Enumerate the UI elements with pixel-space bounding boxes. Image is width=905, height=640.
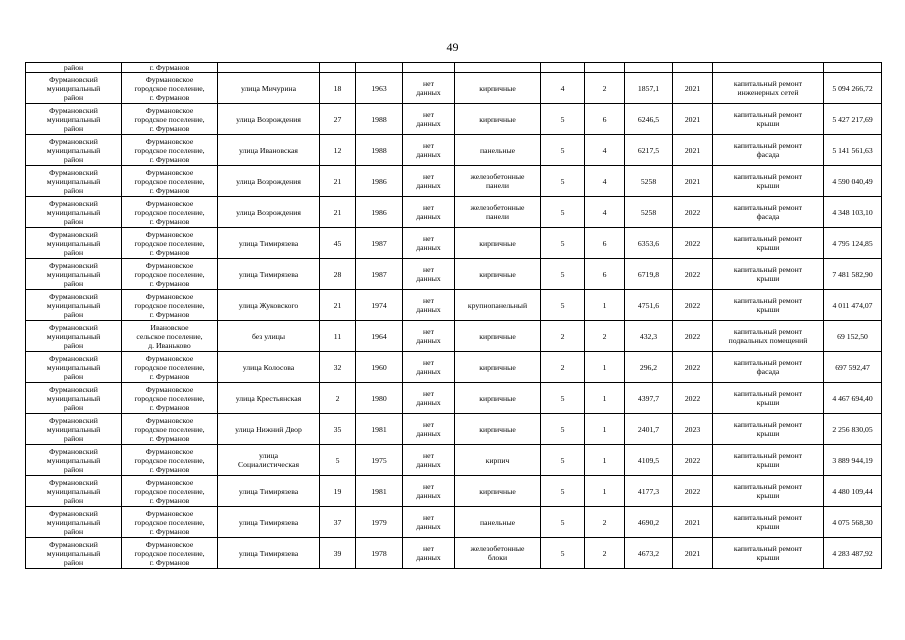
cell-area: 4109,5 (625, 445, 673, 476)
cell-work-type: капитальный ремонт крыши (713, 228, 824, 259)
table-row (26, 445, 882, 476)
cell-no-data: нет данных (403, 290, 455, 321)
cell-cost: 697 592,47 (824, 352, 882, 383)
cell-district: Фурмановский муниципальный район (26, 166, 122, 197)
table-row (26, 135, 882, 166)
cell-floors: 5 (541, 445, 585, 476)
table-row (26, 290, 882, 321)
cell-cost: 4 480 109,44 (824, 476, 882, 507)
cell-floors: 2 (541, 321, 585, 352)
cell-entrances: 6 (585, 104, 625, 135)
cell-wall-material: кирпичные (455, 476, 541, 507)
cell-no-data: нет данных (403, 259, 455, 290)
cell-wall-material: кирпичные (455, 73, 541, 104)
cell-floors: 5 (541, 135, 585, 166)
cell-repair-year: 2021 (673, 538, 713, 569)
table-row (26, 476, 882, 507)
cell-area: 4690,2 (625, 507, 673, 538)
table-row (26, 352, 882, 383)
cell-repair-year: 2022 (673, 352, 713, 383)
cell-street: улица Тимирязева (218, 507, 320, 538)
cell-repair-year: 2022 (673, 445, 713, 476)
cell-floors: 5 (541, 538, 585, 569)
cell-repair-year: 2022 (673, 383, 713, 414)
cell-wall-material: панельные (455, 135, 541, 166)
cell-entrances: 4 (585, 135, 625, 166)
cell-house-number: 32 (320, 352, 356, 383)
cell-wall-material: крупнопанельный (455, 290, 541, 321)
cell-wall-material: железобетонные панели (455, 166, 541, 197)
cell-wall-material: кирпичные (455, 414, 541, 445)
cell-street: улица Ивановская (218, 135, 320, 166)
cell-street: улица Тимирязева (218, 259, 320, 290)
cell-work-type: капитальный ремонт крыши (713, 383, 824, 414)
cell-entrances: 6 (585, 259, 625, 290)
cell-district: Фурмановский муниципальный район (26, 197, 122, 228)
cell-house-number: 2 (320, 383, 356, 414)
cell-year-built: 1981 (356, 414, 403, 445)
cell-house-number: 35 (320, 414, 356, 445)
cell-wall-material: кирпичные (455, 228, 541, 259)
cell-cost: 4 467 694,40 (824, 383, 882, 414)
cell-cost: 3 889 944,19 (824, 445, 882, 476)
cell-no-data: нет данных (403, 414, 455, 445)
cell-settlement: г. Фурманов (122, 63, 218, 73)
cell-entrances: 4 (585, 197, 625, 228)
cell-year-built: 1974 (356, 290, 403, 321)
cell-settlement: Фурмановское городское поселение, г. Фурманов (122, 197, 218, 228)
cell-area: 4397,7 (625, 383, 673, 414)
cell-floors: 5 (541, 383, 585, 414)
cell-no-data: нет данных (403, 352, 455, 383)
cell-house-number: 27 (320, 104, 356, 135)
cell-house-number: 21 (320, 197, 356, 228)
cell-year-built: 1987 (356, 259, 403, 290)
cell-settlement: Фурмановское городское поселение, г. Фурманов (122, 414, 218, 445)
cell-year-built: 1980 (356, 383, 403, 414)
cell-area: 6217,5 (625, 135, 673, 166)
cell-cost: 5 427 217,69 (824, 104, 882, 135)
cell-cost: 7 481 582,90 (824, 259, 882, 290)
cell-settlement: Фурмановское городское поселение, г. Фурманов (122, 135, 218, 166)
cell-street: без улицы (218, 321, 320, 352)
cell-wall-material: железобетонные панели (455, 197, 541, 228)
cell-repair-year: 2021 (673, 166, 713, 197)
cell-entrances: 2 (585, 73, 625, 104)
cell-district: Фурмановский муниципальный район (26, 135, 122, 166)
cell-area: 6246,5 (625, 104, 673, 135)
cell-district: Фурмановский муниципальный район (26, 445, 122, 476)
cell-cost: 2 256 830,05 (824, 414, 882, 445)
cell-floors: 5 (541, 414, 585, 445)
cell-year-built: 1978 (356, 538, 403, 569)
cell-no-data: нет данных (403, 166, 455, 197)
cell-work-type: капитальный ремонт фасада (713, 352, 824, 383)
cell-cost: 4 348 103,10 (824, 197, 882, 228)
cell-no-data: нет данных (403, 104, 455, 135)
cell-wall-material: кирпичные (455, 352, 541, 383)
cell-settlement: Фурмановское городское поселение, г. Фурманов (122, 104, 218, 135)
cell-street: улица Тимирязева (218, 538, 320, 569)
cell-work-type: капитальный ремонт крыши (713, 259, 824, 290)
cell-work-type: капитальный ремонт подвальных помещений (713, 321, 824, 352)
table-row (26, 104, 882, 135)
cell-entrances: 4 (585, 166, 625, 197)
cell-house-number: 12 (320, 135, 356, 166)
cell-settlement: Фурмановское городское поселение, г. Фурманов (122, 228, 218, 259)
cell-district: Фурмановский муниципальный район (26, 507, 122, 538)
cell-work-type: капитальный ремонт крыши (713, 166, 824, 197)
cell-settlement: Фурмановское городское поселение, г. Фурманов (122, 507, 218, 538)
cell-year-built: 1986 (356, 166, 403, 197)
cell-repair-year: 2022 (673, 321, 713, 352)
cell-district: Фурмановский муниципальный район (26, 228, 122, 259)
cell-settlement: Фурмановское городское поселение, г. Фурманов (122, 538, 218, 569)
cell-house-number: 21 (320, 290, 356, 321)
cell-year-built: 1964 (356, 321, 403, 352)
cell-district: Фурмановский муниципальный район (26, 538, 122, 569)
cell-entrances: 1 (585, 383, 625, 414)
cell-street: улица Нижний Двор (218, 414, 320, 445)
cell-house-number: 18 (320, 73, 356, 104)
cell-area: 6719,8 (625, 259, 673, 290)
cell-floors: 5 (541, 259, 585, 290)
cell-year-built: 1981 (356, 476, 403, 507)
table-row (26, 321, 882, 352)
cell-work-type: капитальный ремонт крыши (713, 507, 824, 538)
cell-no-data: нет данных (403, 321, 455, 352)
cell-cost: 5 141 561,63 (824, 135, 882, 166)
cell-cost: 69 152,50 (824, 321, 882, 352)
cell-district: Фурмановский муниципальный район (26, 476, 122, 507)
table-row (26, 538, 882, 569)
cell-area: 4751,6 (625, 290, 673, 321)
cell-area: 296,2 (625, 352, 673, 383)
cell-no-data: нет данных (403, 73, 455, 104)
cell-no-data: нет данных (403, 228, 455, 259)
cell-entrances: 2 (585, 538, 625, 569)
cell-no-data: нет данных (403, 538, 455, 569)
cell-repair-year: 2022 (673, 259, 713, 290)
cell-district: Фурмановский муниципальный район (26, 259, 122, 290)
cell-area: 432,3 (625, 321, 673, 352)
cell-entrances: 1 (585, 476, 625, 507)
cell-wall-material: кирпичные (455, 259, 541, 290)
cell-year-built: 1988 (356, 104, 403, 135)
cell-street: улица Возрождения (218, 104, 320, 135)
cell-floors: 2 (541, 352, 585, 383)
cell-settlement: Фурмановское городское поселение, г. Фурманов (122, 290, 218, 321)
cell-year-built: 1979 (356, 507, 403, 538)
table-row (26, 507, 882, 538)
cell-cost: 4 075 568,30 (824, 507, 882, 538)
table-row-continuation (26, 63, 882, 73)
cell-wall-material: железобетонные блоки (455, 538, 541, 569)
cell-area: 5258 (625, 197, 673, 228)
cell-no-data: нет данных (403, 476, 455, 507)
cell-repair-year: 2021 (673, 135, 713, 166)
cell-repair-year: 2022 (673, 228, 713, 259)
cell-area: 6353,6 (625, 228, 673, 259)
cell-cost: 4 590 040,49 (824, 166, 882, 197)
cell-cost: 4 011 474,07 (824, 290, 882, 321)
cell-floors: 5 (541, 166, 585, 197)
cell-work-type: капитальный ремонт крыши (713, 476, 824, 507)
cell-wall-material: кирпичные (455, 383, 541, 414)
cell-wall-material: кирпичные (455, 321, 541, 352)
cell-house-number: 19 (320, 476, 356, 507)
cell-work-type: капитальный ремонт крыши (713, 104, 824, 135)
cell-street: улица Возрождения (218, 197, 320, 228)
cell-work-type: капитальный ремонт крыши (713, 445, 824, 476)
cell-street: улица Возрождения (218, 166, 320, 197)
cell-settlement: Фурмановское городское поселение, г. Фурманов (122, 476, 218, 507)
cell-street: улица Мичурина (218, 73, 320, 104)
cell-house-number: 28 (320, 259, 356, 290)
cell-district: Фурмановский муниципальный район (26, 290, 122, 321)
cell-district: Фурмановский муниципальный район (26, 414, 122, 445)
cell-wall-material: кирпичные (455, 104, 541, 135)
cell-no-data: нет данных (403, 135, 455, 166)
cell-entrances: 1 (585, 290, 625, 321)
cell-repair-year: 2021 (673, 73, 713, 104)
cell-no-data: нет данных (403, 507, 455, 538)
cell-district: район (26, 63, 122, 73)
cell-repair-year: 2021 (673, 507, 713, 538)
cell-settlement: Фурмановское городское поселение, г. Фурманов (122, 259, 218, 290)
cell-street: улица Колосова (218, 352, 320, 383)
cell-floors: 5 (541, 290, 585, 321)
cell-repair-year: 2022 (673, 197, 713, 228)
cell-house-number: 37 (320, 507, 356, 538)
cell-area: 1857,1 (625, 73, 673, 104)
cell-wall-material: панельные (455, 507, 541, 538)
cell-floors: 5 (541, 228, 585, 259)
cell-street: улица Социалистическая (218, 445, 320, 476)
cell-house-number: 21 (320, 166, 356, 197)
cell-year-built: 1988 (356, 135, 403, 166)
cell-year-built: 1963 (356, 73, 403, 104)
table-row (26, 259, 882, 290)
cell-floors: 5 (541, 507, 585, 538)
table-row (26, 414, 882, 445)
cell-street: улица Жуковского (218, 290, 320, 321)
cell-work-type: капитальный ремонт фасада (713, 197, 824, 228)
cell-entrances: 2 (585, 321, 625, 352)
cell-settlement: Фурмановское городское поселение, г. Фурманов (122, 73, 218, 104)
cell-district: Фурмановский муниципальный район (26, 104, 122, 135)
cell-year-built: 1987 (356, 228, 403, 259)
cell-district: Фурмановский муниципальный район (26, 383, 122, 414)
cell-work-type: капитальный ремонт крыши (713, 414, 824, 445)
cell-house-number: 45 (320, 228, 356, 259)
cell-entrances: 1 (585, 414, 625, 445)
cell-year-built: 1960 (356, 352, 403, 383)
cell-settlement: Фурмановское городское поселение, г. Фурманов (122, 352, 218, 383)
cell-area: 4673,2 (625, 538, 673, 569)
cell-no-data: нет данных (403, 197, 455, 228)
cell-street: улица Крестьянская (218, 383, 320, 414)
cell-entrances: 6 (585, 228, 625, 259)
table-row (26, 73, 882, 104)
cell-entrances: 1 (585, 352, 625, 383)
cell-repair-year: 2021 (673, 104, 713, 135)
cell-district: Фурмановский муниципальный район (26, 321, 122, 352)
cell-year-built: 1986 (356, 197, 403, 228)
cell-cost: 5 094 266,72 (824, 73, 882, 104)
cell-work-type: капитальный ремонт инженерных сетей (713, 73, 824, 104)
cell-area: 4177,3 (625, 476, 673, 507)
cell-year-built: 1975 (356, 445, 403, 476)
cell-floors: 5 (541, 104, 585, 135)
cell-settlement: Ивановское сельское поселение, д. Иваньково (122, 321, 218, 352)
cell-no-data: нет данных (403, 383, 455, 414)
cell-repair-year: 2022 (673, 290, 713, 321)
cell-settlement: Фурмановское городское поселение, г. Фурманов (122, 383, 218, 414)
cell-district: Фурмановский муниципальный район (26, 352, 122, 383)
cell-cost: 4 795 124,85 (824, 228, 882, 259)
cell-entrances: 2 (585, 507, 625, 538)
cell-area: 2401,7 (625, 414, 673, 445)
table-row (26, 383, 882, 414)
cell-entrances: 1 (585, 445, 625, 476)
cell-house-number: 39 (320, 538, 356, 569)
table-row (26, 166, 882, 197)
page-number: 49 (446, 40, 459, 54)
cell-work-type: капитальный ремонт крыши (713, 538, 824, 569)
cell-floors: 5 (541, 197, 585, 228)
table-row (26, 197, 882, 228)
cell-district: Фурмановский муниципальный район (26, 73, 122, 104)
cell-settlement: Фурмановское городское поселение, г. Фурманов (122, 445, 218, 476)
cell-repair-year: 2022 (673, 476, 713, 507)
cell-street: улица Тимирязева (218, 228, 320, 259)
repair-registry-table (25, 62, 882, 569)
cell-street: улица Тимирязева (218, 476, 320, 507)
cell-floors: 4 (541, 73, 585, 104)
cell-wall-material: кирпич (455, 445, 541, 476)
cell-house-number: 5 (320, 445, 356, 476)
cell-repair-year: 2023 (673, 414, 713, 445)
cell-work-type: капитальный ремонт крыши (713, 290, 824, 321)
cell-work-type: капитальный ремонт фасада (713, 135, 824, 166)
cell-floors: 5 (541, 476, 585, 507)
cell-house-number: 11 (320, 321, 356, 352)
table-row (26, 228, 882, 259)
cell-settlement: Фурмановское городское поселение, г. Фурманов (122, 166, 218, 197)
cell-cost: 4 283 487,92 (824, 538, 882, 569)
cell-area: 5258 (625, 166, 673, 197)
cell-no-data: нет данных (403, 445, 455, 476)
